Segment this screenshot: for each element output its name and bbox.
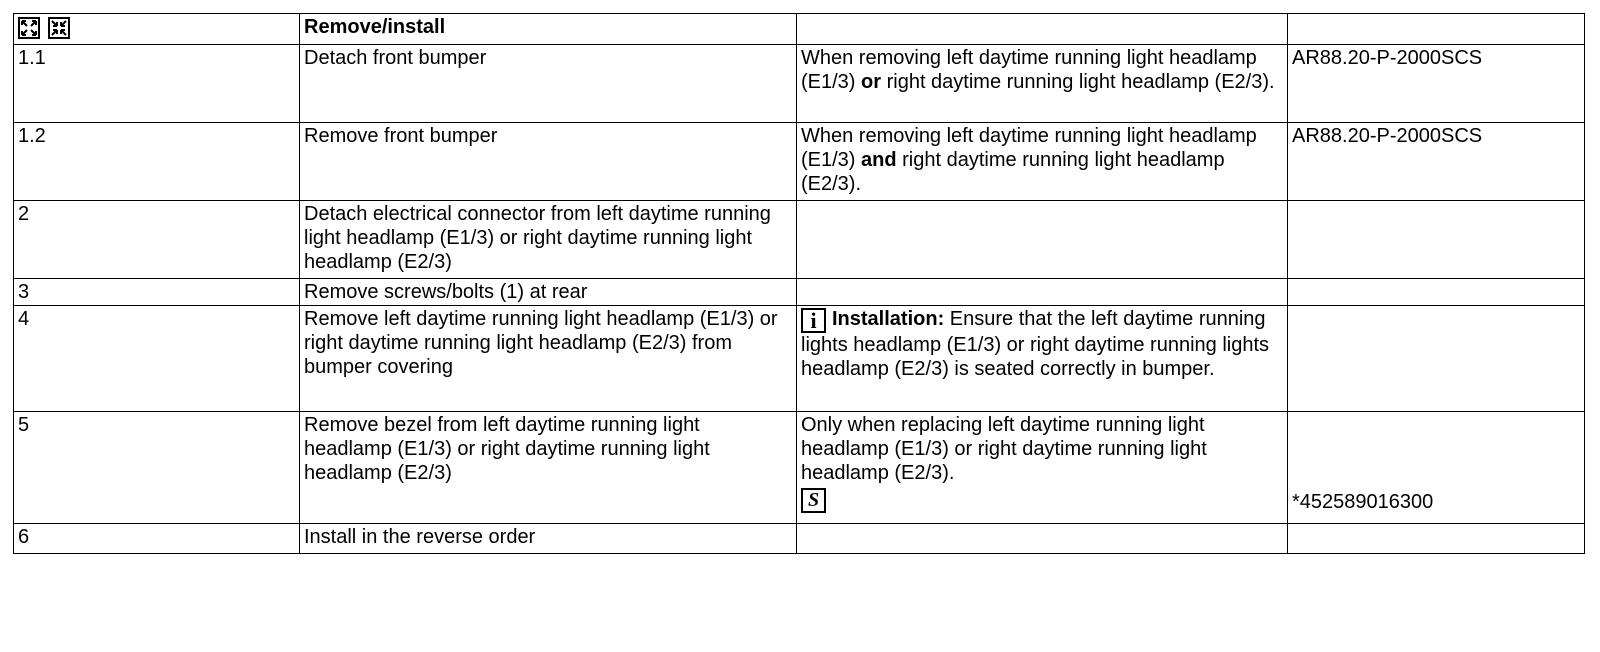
step-note [797,123,1288,201]
step-action: Detach front bumper [300,45,797,123]
step-number: 4 [14,306,300,412]
header-empty-cell [1288,14,1585,45]
step-action: Install in the reverse order [300,524,797,554]
step-reference-link[interactable]: AR88.20-P-2000SCS [1288,123,1585,201]
header-empty-cell [797,14,1288,45]
step-action: Remove bezel from left daytime running light headlamp (E1/3) or right daytime running light headlamp (E2/3) [300,412,797,524]
step-reference [1288,201,1585,279]
special-tool-icon[interactable]: S [801,488,826,513]
step-action: Detach electrical connector from left daytime running light headlamp (E1/3) or right daytime running light headlamp (E2/3) [300,201,797,279]
header-icons-cell [14,14,300,45]
table-row [14,306,1585,412]
step-action: Remove screws/bolts (1) at rear [300,279,797,306]
step-number: 5 [14,412,300,524]
step-note [797,45,1288,123]
step-reference [1288,524,1585,554]
step-reference-link[interactable]: AR88.20-P-2000SCS [1288,45,1585,123]
step-note [797,201,1288,279]
step-note [797,306,1288,412]
step-number: 1.2 [14,123,300,201]
note-label: Installation: [832,308,945,330]
table-row [14,279,1585,306]
part-number-link[interactable]: *452589016300 [1292,491,1434,513]
table-row [14,123,1585,201]
procedure-document [13,13,1585,554]
step-reference [1288,412,1585,524]
step-reference [1288,306,1585,412]
note-emphasis: and [861,149,897,171]
header-title: Remove/install [300,14,797,45]
collapse-arrows-icon[interactable] [48,17,70,39]
note-text: When removing left daytime running light headlamp (E1/3) [801,125,1257,171]
step-action: Remove left daytime running light headlamp (E1/3) or right daytime running light headlamp (E2/3) from bumper covering [300,306,797,412]
step-note [797,279,1288,306]
table-header-row [14,14,1585,45]
note-text: right daytime running light headlamp (E2/3). [801,149,1225,195]
step-note [797,524,1288,554]
table-row [14,524,1585,554]
table-row [14,201,1585,279]
step-number: 2 [14,201,300,279]
procedure-table [13,13,1585,554]
note-text: Only when replacing left daytime running light headlamp (E1/3) or right daytime running light headlamp (E2/3). [801,414,1207,484]
step-action: Remove front bumper [300,123,797,201]
expand-arrows-icon[interactable] [18,17,40,39]
note-text: Ensure that the left daytime running lights headlamp (E1/3) or right daytime running lights headlamp (E2/3) is seated correctly in bumper. [801,308,1270,380]
table-row [14,412,1585,524]
table-row [14,45,1585,123]
step-note [797,412,1288,524]
info-icon[interactable]: i [801,308,826,333]
step-reference [1288,279,1585,306]
note-text: When removing left daytime running light headlamp (E1/3) [801,47,1257,93]
step-number: 1.1 [14,45,300,123]
note-text: right daytime running light headlamp (E2/3). [881,71,1275,93]
note-emphasis: or [861,71,882,93]
step-number: 6 [14,524,300,554]
step-number: 3 [14,279,300,306]
